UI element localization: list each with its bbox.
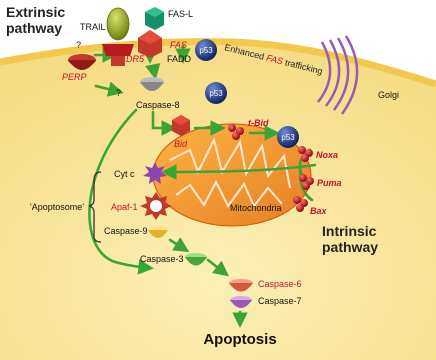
caspase9-label: Caspase-9 bbox=[104, 226, 148, 236]
bid-label: Bid bbox=[174, 139, 188, 149]
question-mark: ? bbox=[76, 40, 82, 50]
caspase3-label: Caspase-3 bbox=[140, 254, 184, 264]
intrinsic-heading-line2: pathway bbox=[322, 239, 379, 255]
tbid-label: t-Bid bbox=[248, 118, 269, 128]
bax-label: Bax bbox=[310, 206, 327, 216]
fas-label: FAS bbox=[170, 40, 187, 50]
p53-label: p53 bbox=[209, 89, 223, 98]
extrinsic-heading-line2: pathway bbox=[6, 20, 63, 36]
cytc-label: Cyt c bbox=[114, 169, 135, 179]
apaf1-label: Apaf-1 bbox=[111, 202, 138, 212]
fasl-label: FAS-L bbox=[168, 9, 194, 19]
trafficking-part3: trafficking bbox=[281, 56, 324, 77]
trafficking-part2: FAS bbox=[265, 52, 285, 67]
fasl-ligand-icon bbox=[145, 7, 164, 30]
caspase8-label: Caspase-8 bbox=[136, 100, 180, 110]
caspase6-label: Caspase-6 bbox=[258, 279, 302, 289]
apoptosis-heading: Apoptosis bbox=[203, 331, 277, 348]
dr5-label: DR5 bbox=[126, 54, 145, 64]
apoptosome-label: 'Apoptosome' bbox=[30, 202, 84, 212]
perp-label: PERP bbox=[62, 72, 87, 82]
trafficking-part1: Enhanced bbox=[223, 42, 268, 63]
trail-label: TRAIL bbox=[80, 22, 106, 32]
extrinsic-heading: Extrinsic bbox=[6, 4, 66, 20]
fadd-label: FADD bbox=[167, 54, 192, 64]
p53-label: p53 bbox=[281, 133, 295, 142]
p53-label: p53 bbox=[199, 46, 213, 55]
noxa-label: Noxa bbox=[316, 150, 339, 160]
intrinsic-heading: Intrinsic bbox=[322, 223, 377, 239]
question-mark: ? bbox=[116, 88, 122, 98]
trail-ligand-icon bbox=[107, 8, 129, 40]
puma-label: Puma bbox=[317, 178, 342, 188]
golgi-label: Golgi bbox=[378, 90, 400, 100]
caspase7-label: Caspase-7 bbox=[258, 296, 302, 306]
mitochondria-label: Mitochondria bbox=[230, 203, 282, 213]
